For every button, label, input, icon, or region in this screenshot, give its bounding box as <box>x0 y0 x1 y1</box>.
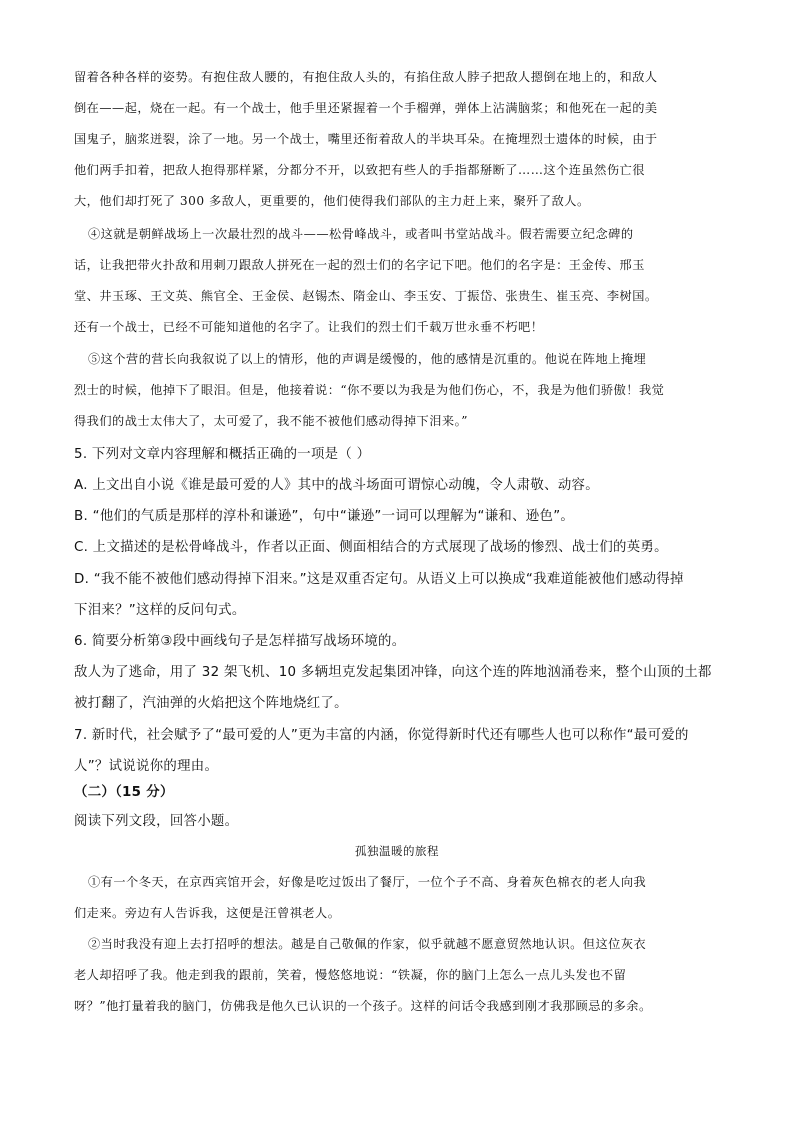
passage-line: 得我们的战士太伟大了，太可爱了，我不能不被他们感动得掉下泪来。” <box>74 414 468 428</box>
passage-paragraph-5: ⑤这个营的营长向我叙说了以上的情形，他的声调是缓慢的，他的感情是沉重的。他说在阵地上掩埋 <box>88 352 647 366</box>
article-line: 老人却招呼了我。他走到我的跟前，笑着，慢悠悠地说：“铁凝，你的脑门上怎么一点儿头发也不留 <box>74 968 627 982</box>
question-6-stem: 6. 简要分析第③段中画线句子是怎样描写战场环境的。 <box>74 634 406 649</box>
question-5-option-a: A. 上文出自小说《谁是最可爱的人》其中的战斗场面可谓惊心动魄，令人肃敬、动容。 <box>74 478 599 493</box>
passage-line: 倒在——起，烧在一起。有一个战士，他手里还紧握着一个手榴弹，弹体上沾满脑浆；和他死在一起的美 <box>74 101 658 115</box>
passage-line: 大，他们却打死了 300 多敌人，更重要的，他们使得我们部队的主力赶上来，聚歼了敌人。 <box>74 194 590 208</box>
passage-line: 还有一个战士，已经不可能知道他的名字了。让我们的烈士们千载万世永垂不朽吧！ <box>74 320 544 334</box>
question-6-quote-cont: 被打翻了，汽油弹的火焰把这个阵地烧红了。 <box>74 696 348 711</box>
article-paragraph-2: ②当时我没有迎上去打招呼的想法。越是自己敬佩的作家，似乎就越不愿意贸然地认识。但这位灰衣 <box>88 937 647 951</box>
passage-line: 话，让我把带火扑敌和用刺刀跟敌人拼死在一起的烈士们的名字记下吧。他们的名字是：王金传、邢玉 <box>74 258 645 272</box>
question-5-option-b: B. “他们的气质是那样的淳朴和谦逊”，句中“谦逊”一词可以理解为“谦和、逊色”。 <box>74 509 575 524</box>
article-line: 们走来。旁边有人告诉我，这便是汪曾祺老人。 <box>74 906 341 920</box>
passage-line: 烈士的时候，他掉下了眼泪。但是，他接着说：“你不要以为我是为他们伤心，不，我是为他们骄傲！我觉 <box>74 383 665 397</box>
passage-line: 他们两手扣着，把敌人抱得那样紧，分都分不开，以致把有些人的手指都掰断了……这个连虽然伤亡很 <box>74 163 645 177</box>
passage-line: 留着各种各样的姿势。有抱住敌人腰的，有抱住敌人头的，有掐住敌人脖子把敌人摁倒在地上的，和敌人 <box>74 70 658 84</box>
question-5-option-d-cont: 下泪来？”这样的反问句式。 <box>74 603 246 618</box>
question-7-stem-cont: 人”？试说说你的理由。 <box>74 759 219 774</box>
question-7-stem: 7. 新时代，社会赋予了“最可爱的人”更为丰富的内涵，你觉得新时代还有哪些人也可以称作“最可爱的 <box>74 728 689 743</box>
section-heading: （二）（15 分） <box>74 785 174 800</box>
passage-line: 国鬼子，脑浆迸裂，涂了一地。另一个战士，嘴里还衔着敌人的半块耳朵。在掩埋烈士遗体的时候，由于 <box>74 132 658 146</box>
passage-line: 堂、井玉琢、王文英、熊官全、王金侯、赵锡杰、隋金山、李玉安、丁振岱、张贵生、崔玉亮、李树国。 <box>74 289 658 303</box>
question-5-option-d: D. “我不能不被他们感动得掉下泪来。”这是双重否定句。从语义上可以换成“我难道能被他们感动得掉 <box>74 572 684 587</box>
article-paragraph-1: ①有一个冬天，在京西宾馆开会，好像是吃过饭出了餐厅，一位个子不高、身着灰色棉衣的老人向我 <box>88 875 647 889</box>
question-5-stem: 5. 下列对文章内容理解和概括正确的一项是（ ） <box>74 447 371 462</box>
article-title: 孤独温暖的旅程 <box>355 844 439 858</box>
question-5-option-c: C. 上文描述的是松骨峰战斗，作者以正面、侧面相结合的方式展现了战场的惨烈、战士们的英勇。 <box>74 540 668 555</box>
article-line: 呀？”他打量着我的脑门，仿佛我是他久已认识的一个孩子。这样的问话令我感到刚才我那顾忌的多余。 <box>74 999 652 1013</box>
section-instruction: 阅读下列文段，回答小题。 <box>74 814 239 829</box>
question-6-quote: 敌人为了逃命，用了 32 架飞机、10 多辆坦克发起集团冲锋，向这个连的阵地汹涌卷来，整个山顶的土都 <box>74 665 712 680</box>
passage-paragraph-4: ④这就是朝鲜战场上一次最壮烈的战斗——松骨峰战斗，或者叫书堂站战斗。假若需要立纪念碑的 <box>88 227 634 241</box>
